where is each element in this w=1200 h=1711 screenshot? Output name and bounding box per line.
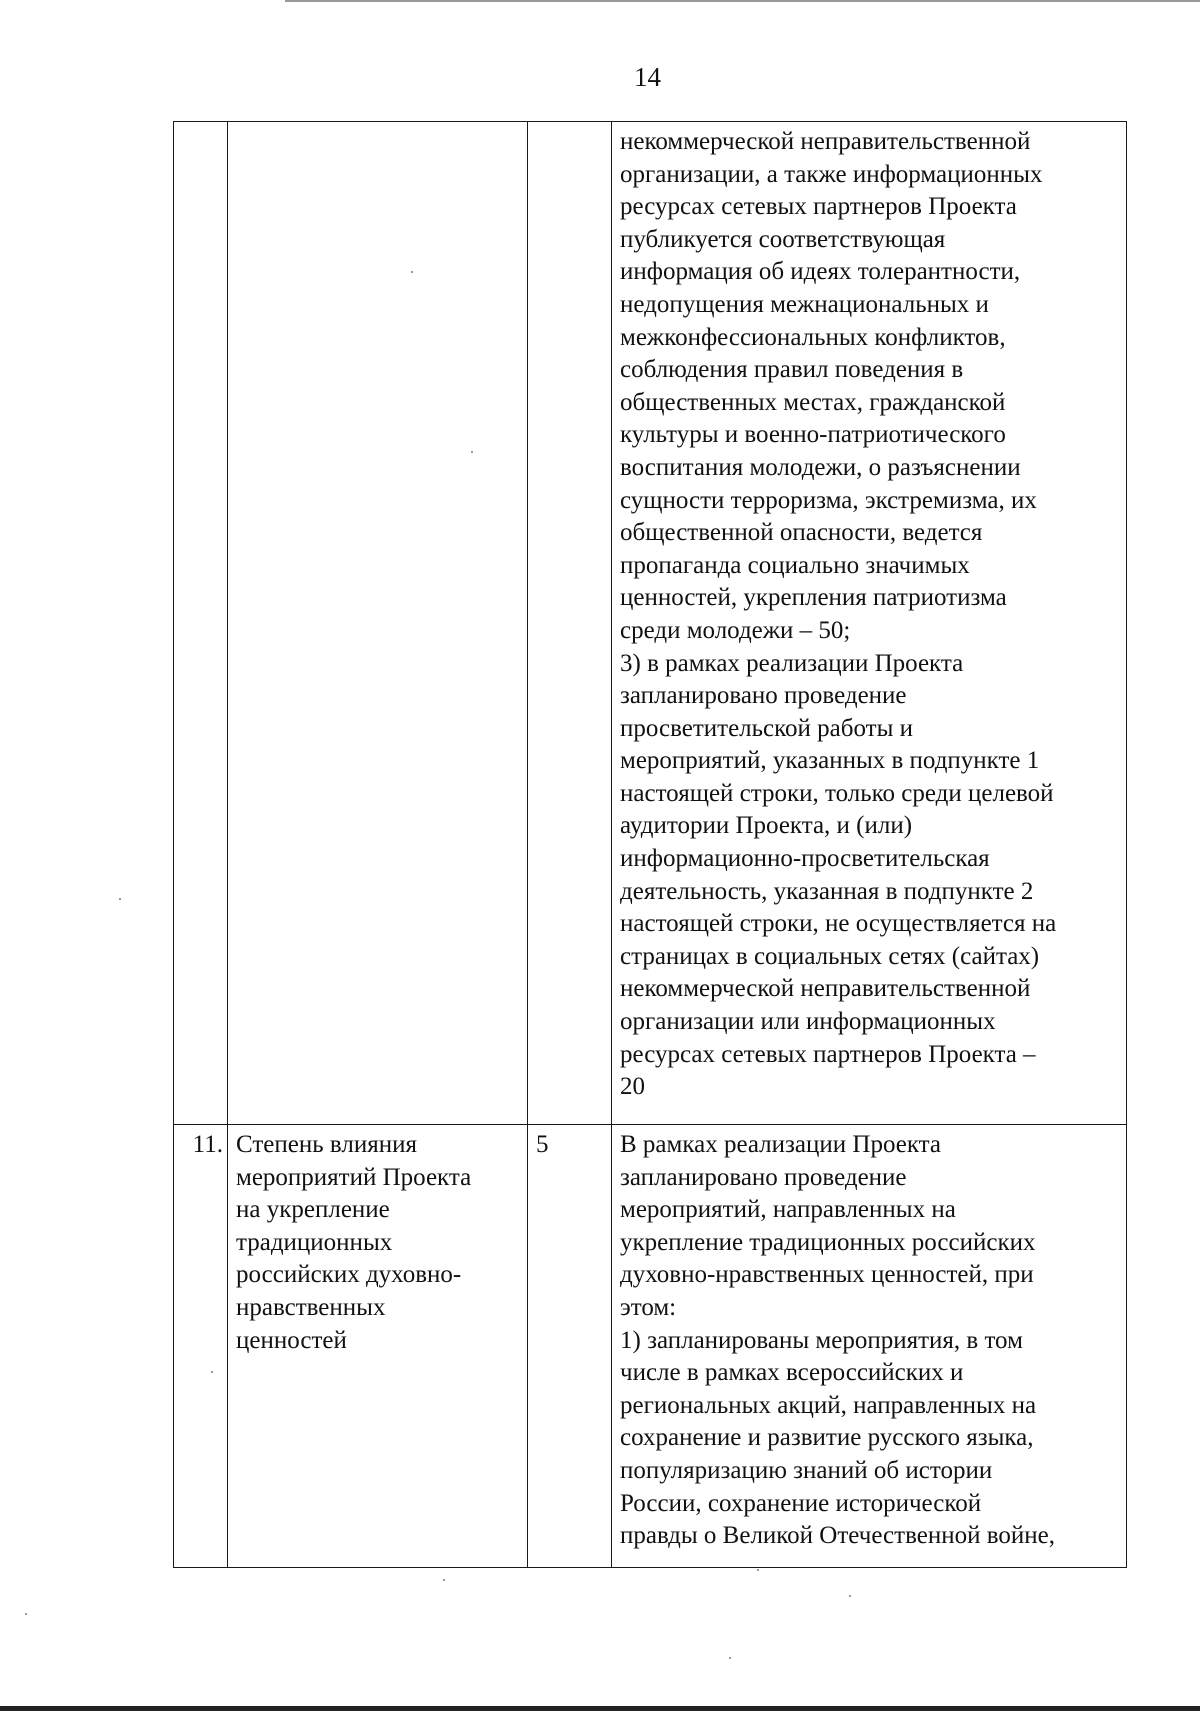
scan-top-edge	[285, 0, 1200, 2]
scan-speck	[471, 451, 473, 453]
scan-speck	[411, 271, 413, 273]
description-cell: В рамках реализации Проекта запланировано проведение мероприятий, направленных на укрепление традиционных российских духовно-нравственных ценностей, при этом: 1) запланированы мероприятия, в том числе в рамках всероссийских и региональных акций, направленных на сохранение и развитие русского языка, популяризацию знаний об истории России, сохранение исторической правды о Великой Отечественной войне,	[612, 1125, 1127, 1568]
page-number: 14	[634, 62, 661, 92]
scan-speck	[849, 1595, 851, 1597]
row-number-cell	[174, 122, 228, 1125]
scan-speck	[729, 1657, 731, 1659]
scan-speck	[757, 1569, 759, 1571]
criterion-cell: Степень влияния мероприятий Проекта на укрепление традиционных российских духовно- нравственных ценностей	[228, 1125, 528, 1568]
row-number-cell: 11.	[174, 1125, 228, 1568]
scan-speck	[443, 1579, 445, 1581]
criterion-cell	[228, 122, 528, 1125]
table-row	[174, 1125, 1127, 1568]
scan-bottom-edge	[0, 1706, 1200, 1711]
score-cell	[528, 122, 612, 1125]
score-cell: 5	[528, 1125, 612, 1568]
table-row	[174, 122, 1127, 1125]
scan-speck	[119, 898, 121, 900]
scan-speck	[211, 1371, 213, 1373]
description-cell: некоммерческой неправительственной организации, а также информационных ресурсах сетевых партнеров Проекта публикуется соответствующая информация об идеях толерантности, недопущения межнациональных и межконфессиональных конфликтов, соблюдения правил поведения в общественных местах, гражданской культуры и военно-патриотического воспитания молодежи, о разъяснении сущности терроризма, экстремизма, их общественной опасности, ведется пропаганда социально значимых ценностей, укрепления патриотизма среди молодежи – 50; 3) в рамках реализации Проекта запланировано проведение просветительской работы и мероприятий, указанных в подпункте 1 настоящей строки, только среди целевой аудитории Проекта, и (или) информационно-просветительская деятельность, указанная в подпункте 2 настоящей строки, не осуществляется на страницах в социальных сетях (сайтах) некоммерческой неправительственной организации или информационных ресурсах сетевых партнеров Проекта – 20	[612, 122, 1127, 1125]
scan-speck	[25, 1613, 27, 1615]
criteria-table	[173, 121, 1127, 1568]
